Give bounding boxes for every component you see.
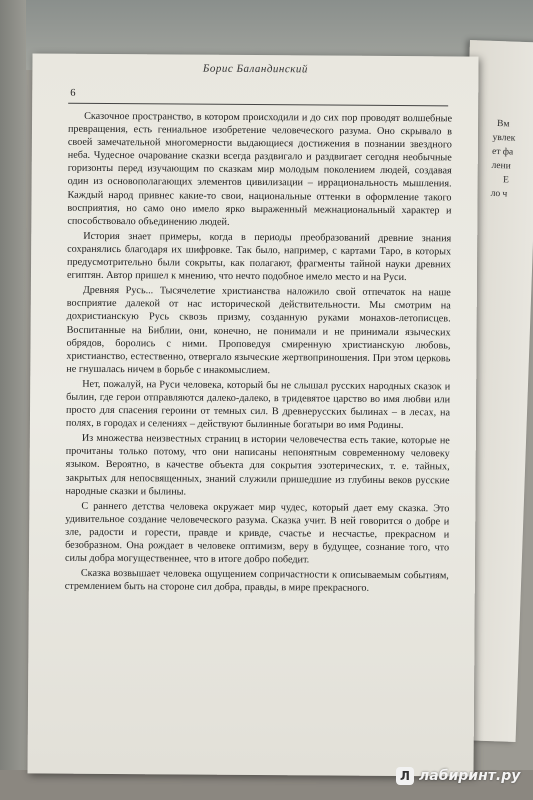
adjacent-page-fragment: Вм — [496, 118, 510, 130]
watermark — [396, 767, 520, 785]
labirint-logo-icon: Л — [396, 767, 414, 785]
header-rule — [68, 103, 448, 107]
background-left — [0, 0, 26, 800]
watermark-text: лабиринт.ру — [419, 768, 521, 784]
paragraph: Нет, пожалуй, на Руси человека, который бы не слышал русских народных сказок и былин, где герои отправляются далеко-далеко, в тридевятое царство во имя любви или просто для спасения героини от темных сил. В древнерусских былинах – в лесах, на полях, в городах и селениях – действуют былинные богатыри во имя Родины. — [65, 378, 451, 432]
paragraph: История знает примеры, когда в периоды преобразований древние знания сохранялись благодаря их шифровке. Так было, например, с картами Таро, в которых предусмотрительно были сокрыты, как полагают, фрагменты тайной науки древних египтян. Автор пришел к мнению, что нечто подобное имело место и на Руси. — [66, 230, 452, 284]
body-text — [65, 110, 452, 596]
paragraph: Сказочное пространство, в котором происходили и до сих пор проводят волшебные превращения, есть гениальное изобретение человеческого разума. Оно скрывало в своей замечательной многомерности выдающиеся достижения в познании звездного неба. Чудесное очарование сказки всегда раздвигало и раздвигает сегодня необычные горизонты перед изучающим по сказкам мир молодым поколением людей, создавая один из основополагающих элементов цивилизации – иррациональность мышления. Каждый народ привнес какие-то свои, национальные оттенки в оформление такого восприятия, но само оно имело ярко выраженный межнациональный характер и способствовало объединению людей. — [67, 110, 453, 228]
adjacent-page-fragment: лени — [491, 160, 511, 172]
adjacent-page-fragment: ет фа — [491, 146, 514, 158]
adjacent-page-fragment: ло ч — [490, 188, 508, 200]
paragraph: Древняя Русь... Тысячелетие христианства наложило свой отпечаток на наше восприятие далекой от нас исторической действительности. Мы смотрим на дохристианскую Русь сквозь призму, созданную руками монахов-летописцев. Воспитанные на Библии, они, конечно, не понимали и не принимали языческих обрядов, боролись с ними. Проповедуя смиренную христианскую любовь, христианство, естественно, отвергало языческие жертвоприношения. При этом церковь не гнушалась ничем в борьбе с инакомыслием. — [66, 285, 451, 376]
adjacent-page-fragment: Е — [502, 175, 510, 186]
paragraph: Из множества неизвестных страниц в истории человечества есть такие, которые не прочитаны только потому, что они написаны непонятным современному человеку языком. Вероятно, в качестве объекта для сокрытия эзотерических, т. е. тайных, закрытых для непосвященных, знаний служили пришедшие из глубины веков русские народные сказки и былины. — [65, 433, 450, 498]
paragraph: С раннего детства человека окружает мир чудес, который дает ему сказка. Это удивительное создание человеческого разума. Сказка учит. В ней говорится о добре и зле, радости и горести, правде и кривде, счастье и несчастье, прекрасном и безобразном. Она рождает в человеке оптимизм, веру в будущее, сознание того, что силы добра могущественнее, что в итоге добро победит. — [64, 500, 450, 566]
book-page — [27, 53, 478, 776]
page-number: 6 — [70, 87, 76, 99]
paragraph: Сказка возвышает человека ощущением сопричастности к описываемым событиям, стремлением быть на стороне сил добра, правды, в мире прекрасного. — [64, 567, 449, 595]
running-head: Борис Баландинский — [202, 62, 308, 76]
adjacent-page-fragment: увлек — [492, 132, 516, 144]
